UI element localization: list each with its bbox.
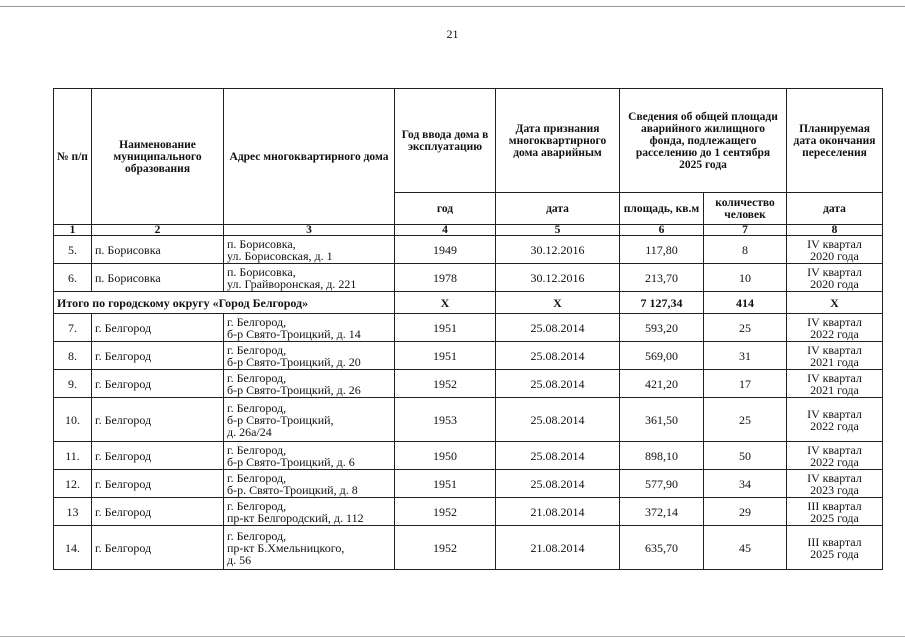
- row-year: 1952: [395, 498, 496, 526]
- subheader-plan-date: дата: [787, 193, 883, 225]
- row-plan-date: [787, 526, 883, 570]
- plan-quarter: IV квартал: [807, 342, 862, 357]
- row-area: 898,10: [620, 442, 704, 470]
- row-area: 213,70: [620, 264, 704, 292]
- total-people: 414: [704, 292, 787, 314]
- plan-quarter: IV квартал: [807, 406, 862, 421]
- row-address: [224, 442, 395, 470]
- plan-year: 2020 года: [810, 248, 859, 263]
- row-address: [224, 498, 395, 526]
- plan-year: 2022 года: [810, 418, 859, 433]
- address-line: г. Белгород,: [227, 342, 287, 357]
- row-plan-date: [787, 498, 883, 526]
- row-people: 25: [704, 398, 787, 442]
- row-plan-date: [787, 370, 883, 398]
- table-row: [54, 370, 883, 398]
- header-address: Адрес многоквартирного дома: [224, 89, 395, 225]
- row-area: 117,80: [620, 236, 704, 264]
- plan-quarter: III квартал: [807, 498, 862, 513]
- row-year: 1950: [395, 442, 496, 470]
- table-row: [54, 264, 883, 292]
- table-row: [54, 442, 883, 470]
- row-number: 11.: [54, 442, 92, 470]
- row-number: 13: [54, 498, 92, 526]
- row-date: 21.08.2014: [496, 498, 620, 526]
- subheader-year: год: [395, 193, 496, 225]
- row-year: 1953: [395, 398, 496, 442]
- plan-year: 2020 года: [810, 276, 859, 291]
- column-number: 3: [224, 225, 395, 236]
- row-plan-date: [787, 398, 883, 442]
- address-line: г. Белгород,: [227, 470, 287, 485]
- row-date: 25.08.2014: [496, 342, 620, 370]
- row-address: [224, 370, 395, 398]
- subheader-people: количество человек: [704, 193, 787, 225]
- row-year: 1951: [395, 314, 496, 342]
- row-people: 8: [704, 236, 787, 264]
- row-municipality: п. Борисовка: [92, 236, 224, 264]
- row-address: [224, 264, 395, 292]
- row-people: 34: [704, 470, 787, 498]
- column-number: 5: [496, 225, 620, 236]
- row-year: 1951: [395, 342, 496, 370]
- header-planned-date: Планируемая дата окончания переселения: [787, 89, 883, 193]
- plan-quarter: IV квартал: [807, 236, 862, 251]
- row-people: 29: [704, 498, 787, 526]
- plan-year: 2022 года: [810, 326, 859, 341]
- row-address: [224, 236, 395, 264]
- row-address: [224, 526, 395, 570]
- address-line: г. Белгород,: [227, 370, 287, 385]
- row-address: [224, 470, 395, 498]
- row-year: 1952: [395, 370, 496, 398]
- plan-year: 2023 года: [810, 482, 859, 497]
- scan-edge-bottom: [0, 636, 905, 637]
- row-municipality: г. Белгород: [92, 342, 224, 370]
- plan-quarter: IV квартал: [807, 470, 862, 485]
- column-number: 1: [54, 225, 92, 236]
- address-line: г. Белгород,: [227, 314, 287, 329]
- plan-year: 2022 года: [810, 454, 859, 469]
- column-number: 8: [787, 225, 883, 236]
- header-year: Год ввода дома в эксплуатацию: [395, 89, 496, 193]
- row-plan-date: [787, 264, 883, 292]
- row-people: 17: [704, 370, 787, 398]
- table-row: [54, 526, 883, 570]
- address-line: ул. Грайворонская, д. 221: [227, 276, 357, 291]
- row-date: 25.08.2014: [496, 370, 620, 398]
- row-year: 1949: [395, 236, 496, 264]
- row-people: 31: [704, 342, 787, 370]
- table-row: [54, 342, 883, 370]
- row-municipality: г. Белгород: [92, 470, 224, 498]
- subheader-date: дата: [496, 193, 620, 225]
- header-area-info: Сведения об общей площади аварийного жилищного фонда, подлежащего расселению до 1 сентября 2025 года: [620, 89, 787, 193]
- row-people: 45: [704, 526, 787, 570]
- plan-year: 2025 года: [810, 510, 859, 525]
- subheader-area: площадь, кв.м: [620, 193, 704, 225]
- address-line: б-р Свято-Троицкий, д. 26: [227, 382, 361, 397]
- row-number: 8.: [54, 342, 92, 370]
- plan-quarter: IV квартал: [807, 314, 862, 329]
- plan-year: 2021 года: [810, 354, 859, 369]
- row-plan-date: [787, 314, 883, 342]
- header-number: № п/п: [54, 89, 92, 225]
- row-number: 12.: [54, 470, 92, 498]
- column-number: 2: [92, 225, 224, 236]
- row-people: 25: [704, 314, 787, 342]
- column-number: 6: [620, 225, 704, 236]
- column-number: 4: [395, 225, 496, 236]
- row-area: 421,20: [620, 370, 704, 398]
- page-number: 21: [446, 27, 459, 41]
- emergency-housing-table: [53, 88, 883, 570]
- row-number: 7.: [54, 314, 92, 342]
- row-area: 577,90: [620, 470, 704, 498]
- row-area: 593,20: [620, 314, 704, 342]
- total-date: Х: [496, 292, 620, 314]
- address-line: пр-кт Белгородский, д. 112: [227, 510, 364, 525]
- row-plan-date: [787, 236, 883, 264]
- row-plan-date: [787, 470, 883, 498]
- row-address: [224, 342, 395, 370]
- address-line: д. 26а/24: [227, 424, 272, 439]
- row-number: 9.: [54, 370, 92, 398]
- row-date: 21.08.2014: [496, 526, 620, 570]
- table-row: [54, 314, 883, 342]
- address-line: г. Белгород,: [227, 400, 287, 415]
- row-number: 14.: [54, 526, 92, 570]
- header-recognition-date: Дата признания многоквартирного дома аварийным: [496, 89, 620, 193]
- plan-quarter: III квартал: [807, 534, 862, 549]
- address-line: г. Белгород,: [227, 498, 287, 513]
- total-row: [54, 292, 883, 314]
- row-date: 25.08.2014: [496, 314, 620, 342]
- plan-year: 2021 года: [810, 382, 859, 397]
- table-row: [54, 236, 883, 264]
- row-date: 25.08.2014: [496, 398, 620, 442]
- table-row: [54, 398, 883, 442]
- row-number: 10.: [54, 398, 92, 442]
- row-number: 6.: [54, 264, 92, 292]
- table-row: [54, 498, 883, 526]
- plan-quarter: IV квартал: [807, 442, 862, 457]
- address-line: г. Белгород,: [227, 528, 287, 543]
- column-number: 7: [704, 225, 787, 236]
- plan-year: 2025 года: [810, 546, 859, 561]
- table-row: [54, 470, 883, 498]
- address-line: д. 56: [227, 552, 252, 567]
- plan-quarter: IV квартал: [807, 370, 862, 385]
- address-line: б-р Свято-Троицкий, д. 14: [227, 326, 361, 341]
- row-year: 1951: [395, 470, 496, 498]
- address-line: б-р Свято-Троицкий, д. 6: [227, 454, 355, 469]
- row-area: 361,50: [620, 398, 704, 442]
- header-row: [54, 89, 883, 193]
- row-municipality: г. Белгород: [92, 498, 224, 526]
- row-people: 50: [704, 442, 787, 470]
- row-municipality: г. Белгород: [92, 442, 224, 470]
- row-area: 372,14: [620, 498, 704, 526]
- row-number: 5.: [54, 236, 92, 264]
- row-year: 1952: [395, 526, 496, 570]
- row-area: 569,00: [620, 342, 704, 370]
- total-area: 7 127,34: [620, 292, 704, 314]
- row-people: 10: [704, 264, 787, 292]
- row-date: 25.08.2014: [496, 470, 620, 498]
- scan-edge-top: [0, 6, 905, 7]
- row-municipality: г. Белгород: [92, 370, 224, 398]
- row-municipality: г. Белгород: [92, 526, 224, 570]
- address-line: б-р Свято-Троицкий,: [227, 412, 334, 427]
- total-plan: Х: [787, 292, 883, 314]
- address-line: ул. Борисовская, д. 1: [227, 248, 333, 263]
- column-number-row: [54, 225, 883, 236]
- row-year: 1978: [395, 264, 496, 292]
- plan-quarter: IV квартал: [807, 264, 862, 279]
- address-line: б-р Свято-Троицкий, д. 20: [227, 354, 361, 369]
- row-plan-date: [787, 342, 883, 370]
- row-address: [224, 314, 395, 342]
- row-plan-date: [787, 442, 883, 470]
- row-area: 635,70: [620, 526, 704, 570]
- row-date: 30.12.2016: [496, 236, 620, 264]
- address-line: пр-кт Б.Хмельницкого,: [227, 540, 345, 555]
- address-line: г. Белгород,: [227, 442, 287, 457]
- row-address: [224, 398, 395, 442]
- total-year: Х: [395, 292, 496, 314]
- address-line: п. Борисовка,: [227, 264, 296, 279]
- total-label: Итого по городскому округу «Город Белгород»: [54, 292, 395, 314]
- row-municipality: г. Белгород: [92, 314, 224, 342]
- row-municipality: п. Борисовка: [92, 264, 224, 292]
- address-line: п. Борисовка,: [227, 236, 296, 251]
- header-municipality: Наименование муниципального образования: [92, 89, 224, 225]
- row-municipality: г. Белгород: [92, 398, 224, 442]
- row-date: 25.08.2014: [496, 442, 620, 470]
- address-line: б-р. Свято-Троицкий, д. 8: [227, 482, 358, 497]
- row-date: 30.12.2016: [496, 264, 620, 292]
